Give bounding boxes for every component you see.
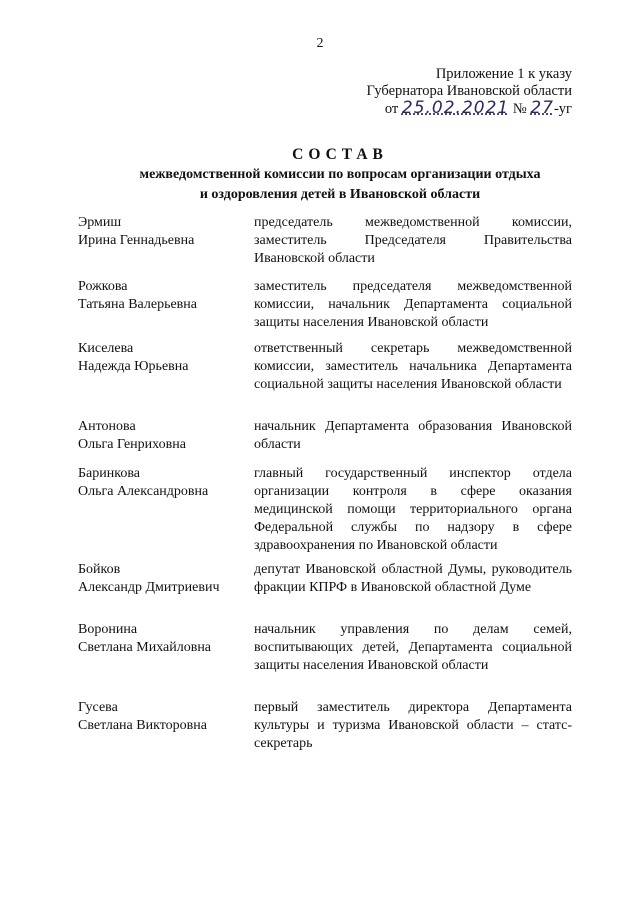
member-row xyxy=(78,340,572,418)
member-given-names: Надежда Юрьевна xyxy=(78,359,189,374)
appendix-line-2: Губернатора Ивановской области xyxy=(366,83,572,99)
member-row xyxy=(78,699,572,759)
handwritten-date: 25.02.2021 xyxy=(401,98,510,118)
member-given-names: Ольга Генриховна xyxy=(78,437,186,452)
member-given-names: Светлана Михайловна xyxy=(78,640,212,655)
document-heading xyxy=(60,146,620,204)
document-subtitle-line-1: межведомственной комиссии по вопросам организации отдыха xyxy=(139,167,541,182)
member-role: председатель межведомственной комиссии, заместитель Председателя Правительства Ивановской области xyxy=(254,215,572,266)
member-name xyxy=(78,465,254,501)
member-given-names: Татьяна Валерьевна xyxy=(78,297,197,312)
appendix-date-line xyxy=(330,100,572,118)
member-surname: Рожкова xyxy=(78,279,128,294)
member-name xyxy=(78,214,254,250)
member-surname: Киселева xyxy=(78,341,134,356)
member-surname: Антонова xyxy=(78,419,136,434)
handwritten-number: 27 xyxy=(530,98,554,118)
member-name xyxy=(78,699,254,735)
member-role: депутат Ивановской областной Думы, руководитель фракции КПРФ в Ивановской областной Думе xyxy=(254,562,572,595)
member-given-names: Ирина Геннадьевна xyxy=(78,233,195,248)
member-surname: Баринкова xyxy=(78,466,140,481)
member-row xyxy=(78,561,572,621)
number-sign: № xyxy=(512,101,527,117)
member-role: ответственный секретарь межведомственной комиссии, заместитель начальника Департамента социальной защиты населения Ивановской области xyxy=(254,341,572,392)
member-surname: Гусева xyxy=(78,700,118,715)
member-row xyxy=(78,621,572,699)
member-role: первый заместитель директора Департамента культуры и туризма Ивановской области – статс-секретарь xyxy=(254,700,572,751)
member-role: начальник Департамента образования Ивановской области xyxy=(254,419,572,452)
member-role: начальник управления по делам семей, воспитывающих детей, Департамента социальной защиты населения Ивановской области xyxy=(254,622,572,673)
member-surname: Эрмиш xyxy=(78,215,122,230)
member-given-names: Александр Дмитриевич xyxy=(78,580,220,595)
member-name xyxy=(78,340,254,376)
member-name xyxy=(78,278,254,314)
member-role: заместитель председателя межведомственной комиссии, начальник Департамента социальной защиты населения Ивановской области xyxy=(254,279,572,330)
member-role: главный государственный инспектор отдела организации контроля в сфере оказания медицинской помощи территориального органа Федеральной службы по надзору в сфере здравоохранения по Ивановской области xyxy=(254,466,572,553)
page-number: 2 xyxy=(316,36,324,51)
member-row xyxy=(78,214,572,278)
appendix-block xyxy=(330,66,572,118)
document-title: СОСТАВ xyxy=(292,146,388,163)
member-row xyxy=(78,465,572,561)
number-suffix: -уг xyxy=(553,101,572,117)
member-surname: Бойков xyxy=(78,562,121,577)
member-row xyxy=(78,418,572,465)
member-given-names: Ольга Александровна xyxy=(78,484,209,499)
date-prefix: от xyxy=(384,101,399,117)
document-subtitle-line-2: и оздоровления детей в Ивановской области xyxy=(199,187,481,202)
member-name xyxy=(78,561,254,597)
member-name xyxy=(78,418,254,454)
member-row xyxy=(78,278,572,340)
member-given-names: Светлана Викторовна xyxy=(78,718,207,733)
member-name xyxy=(78,621,254,657)
appendix-line-1: Приложение 1 к указу xyxy=(435,66,572,82)
members-list xyxy=(78,214,572,759)
member-surname: Воронина xyxy=(78,622,138,637)
